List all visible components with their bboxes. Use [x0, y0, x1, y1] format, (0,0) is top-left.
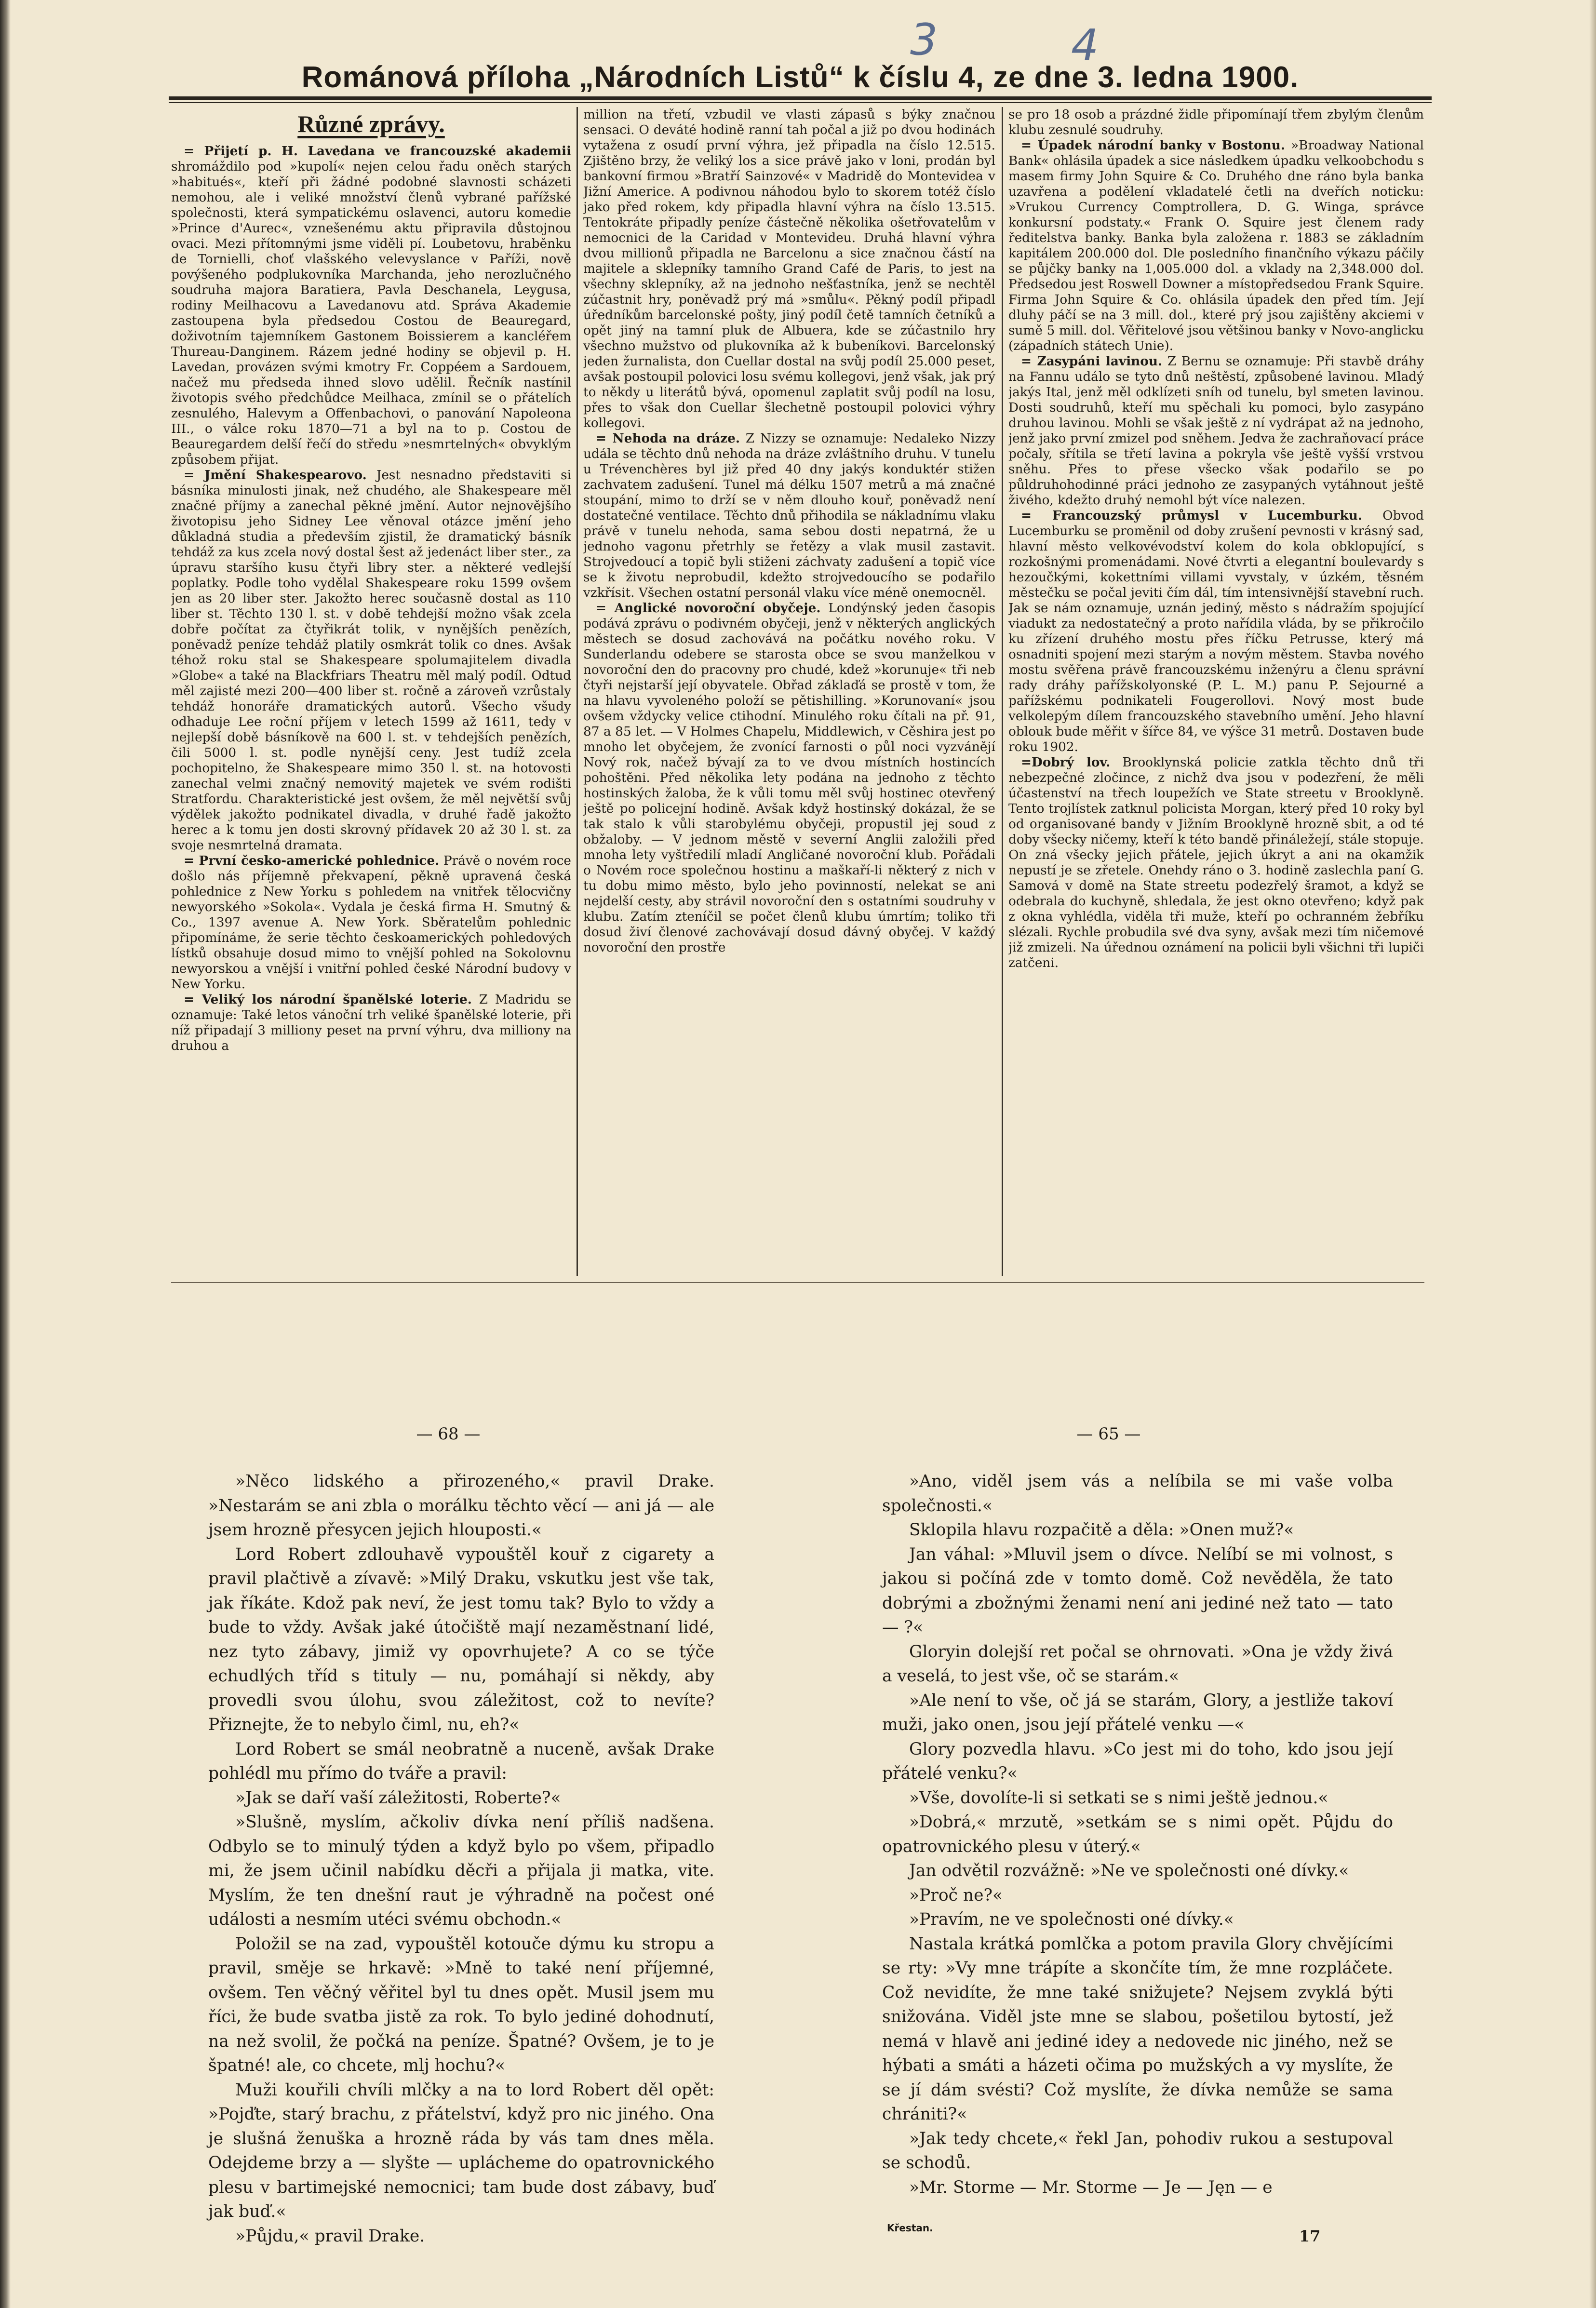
- news-item: [171, 468, 571, 853]
- news-item: [171, 853, 571, 992]
- news-item-body: Brooklynská policie zatkla těchto dnů tři nebezpečné zločince, z nichž dva jsou v podezření, že měli účastenství na třech loupežích ve State streetu v Brooklyně. Tento trojlístek zatknul policista Morgan, který před 10 roky byl od organisované bandy v Jižním Brooklyně hrozně sbit, a od té doby všecky ničemy, kteří k této bandě přináležejí, stále stopuje. On zná všecky jejich přátele, jejich úkryt a ani na okamžik nepustí je se zřetele. Onehdy ráno o 3. hodině zaslechla paní G. Samová v domě na State streetu podezřelý šramot, a když se odebrala do kuchyně, shledala, že jest okno otevřeno; když pak z okna vyhlédla, viděla tři muže, kteří po ochranném žebříku slézali. Rychle probudila své dva syny, avšak mezi tím ničemové již zmizeli. Na úřednou oznámení na policii byli všichni tři lupiči zatčeni.: [1008, 755, 1424, 970]
- news-item: [1008, 508, 1424, 755]
- news-item-headline: = Francouzský průmysl v Lucemburku.: [1021, 508, 1363, 523]
- column-items: [171, 144, 571, 1054]
- story-paragraph: »Vše, dovolíte-li si setkati se s nimi ještě jednou.«: [909, 1788, 1328, 1808]
- news-item-body: shromáždilo pod »kupolí« nejen celou řadu oněch starých »habitués«, kteří při žádné podobné slavnosti scházeti nemohou, ale i veliké množství členů vybrané pařížské společnosti, která sympatickému oslavenci, autoru komedie »Prince d'Aurec«, vznešenému aktu připravila důstojnou ovaci. Mezi přítomnými jsme viděli pí. Loubetovu, hraběnku de Tornielli, choť vlašského velevyslance v Paříži, nově povýšeného podplukovníka Marchanda, jeho nerozlučného soudruha majora Baratiera, Pavla Deschanela, Leygusa, rodiny Meilhacovu a Lavedanovu atd. Správa Akademie zastoupena byla předsedou Costou de Beauregard, doživotním tajemníkem Gastonem Boissierem a kancléřem Thureau-Danginem. Rázem jedné hodiny se objevil p. H. Lavedan, provázen svými kmotry Fr. Coppéem a Sardouem, načež mu předseda ihned slovo udělil. Řečník nastínil životopis svého předchůdce Meilhaca, zmínil se o přátelích zesnulého, Halevym a Offenbachovi, o panování Napoleona III., o válce roku 1870—71 a byl na to p. Costou de Beauregardem delší řečí do středu »nesmrtelných« obvyklým způsobem přijat.: [171, 160, 571, 467]
- page-binding-edge: [0, 0, 11, 2308]
- news-item: [171, 144, 571, 468]
- supplement-header: Románová příloha „Národních Listů“ k číslu 4, ze dne 3. ledna 1900.: [301, 61, 1299, 94]
- story-paragraph: Lord Robert zdlouhavě vypouštěl kouř z cigarety a pravil plačtivě a zívavě: »Milý Draku, vskutku jest vše tak, jak říkáte. Kdož pak neví, že jest tomu tak? Bylo to vždy a bude to vždy. Avšak jaké útočiště mají nezaměstnaní lidé, nez tyto zábavy, jimiž vy opovrhujete? A co se týče echudlých tříd s tituly — nu, pomáhají si někdy, aby provedli svou úlohu, svou záležitost, což to nevíte? Přiznejte, že to nebylo čiml, nu, eh?«: [208, 1544, 714, 1734]
- news-item-headline: = Jmění Shakespearovo.: [184, 468, 367, 483]
- news-item: [583, 431, 995, 601]
- story-paragraph: Muži kouřili chvíli mlčky a na to lord Robert děl opět: »Pojďte, starý brachu, z přátelství, když pro nic jiného. Ona je slušná ženuška a hrozně ráda by vás tam dnes měla. Odejdeme brzy a — slyšte — uplácheme do opatrovnického plesu v bartimejské nemocnici; tam bude dost zábavy, buď jak buď.«: [208, 2080, 714, 2221]
- page-number-left: — 68 —: [416, 1424, 481, 1444]
- news-item-body: million na třetí, vzbudil ve vlasti zápasů s býky značnou sensaci. O deváté hodině ranní tah počal a již po dvou hodinách vytažena z osudí první výhra, jež připadla na číslo 12.515. Zjištěno brzy, že veliký los a sice právě jako v loni, prodán byl bankovní firmou »Bratří Sainzové« v Madridě do Montevidea v Jižní Americe. A podivnou náhodou bylo to skorem totéž číslo jako před rokem, kdy připadla hlavní výhra na číslo 13.515. Tentokráte připadly peníze částečně několika ošetřovatelům v nemocnici de la Caridad v Montevideu. Druhá hlavní výhra dvou millionů připadla ne Barcelonu a sice značnou částí na majitele a sklepníky tamního Grand Café de Paris, to jest na všechny sklepníky, až na jednoho nešťastníka, jenž se nechtěl zúčastnit hry, poněvadž prý má »smůlu«. Pěkný podíl připadl úředníkům barcelonské pošty, jiný podíl četě tamních četníků a opět jiný na tamní pluk de Albuera, kde se zúčastnilo hry všechno mužstvo od plukovníka až k bubeníkovi. Barcelonský jeden žurnalista, don Cuellar dostal na svůj podíl 25.000 peset, avšak postoupil polovici losu svému kollegovi, jenž však, jak prý to někdy u literátů bývá, opomenul zaplatit svůj podíl na losu, přes to však don Cuellar šlechetně postoupil polovici výhry kollegovi.: [583, 107, 995, 430]
- news-item-headline: = Anglické novoroční obyčeje.: [596, 601, 821, 616]
- story-paragraph: Položil se na zad, vypouštěl kotouče dýmu ku stropu a pravil, směje se hrkavě: »Mně to také není příjemné, ovšem. Ten věčný věřitel byl tu dnes opět. Musil jsem mu říci, že bude svatba jistě za rok. To bylo jediné dohodnutí, na než svolil, že počká na peníze. Špatné? Ovšem, je to je špatné! ale, co chcete, mlj hochu?«: [208, 1934, 714, 2075]
- header-rule-thin: [169, 102, 1432, 103]
- news-item: [583, 601, 995, 955]
- news-column-2: [583, 107, 995, 1276]
- news-item-body: Z Bernu se oznamuje: Při stavbě dráhy na Fannu událo se tyto dnů neštěstí, způsobené lavinou. Mladý jakýs Ital, jenž měl odklízeti sníh od tunelu, byl smeten lavinou. Dosti soudruhů, kteří mu spěchali ku pomoci, bylo zasypáno druhou lavinou. Mohli se však ještě z ní vydrápat až na jednoho, jenž jako první zmizel pod sněhem. Jedva že zachraňovací práce počaly, sřítila se třetí lavina a pokryla vše ještě vyšší vrstvou sněhu. Přes to přese všecko však podařilo se po půldruhohodinné práci jednoho ze zasypaných vytáhnout ještě živého, kdežto druhý nemohl být více nalezen.: [1008, 354, 1424, 508]
- story-paragraph: »Proč ne?«: [909, 1885, 1003, 1905]
- sheet-signature: 17: [1299, 2227, 1321, 2245]
- story-paragraph: »Jak tedy chcete,« řekl Jan, pohodiv rukou a sestupoval se schodů.: [882, 2129, 1393, 2173]
- story-paragraph: »Něco lidského a přirozeného,« pravil Drake. »Nestarám se ani zbla o morálku těchto věcí — ani já — ale jsem hrozně přesycen jejich hlouposti.«: [208, 1472, 714, 1540]
- news-column-3: [1008, 107, 1424, 1276]
- printer-mark: Křestan.: [887, 2222, 933, 2234]
- news-item-headline: =Dobrý lov.: [1021, 755, 1111, 770]
- column-items: [583, 107, 995, 955]
- story-page-right: [882, 1469, 1393, 2200]
- news-item-headline: = Nehoda na dráze.: [596, 431, 740, 446]
- header-rule-thick: [169, 96, 1432, 100]
- news-item-body: Právě o novém roce došlo nás příjemně překvapení, pěkně upravená česká pohlednice z New Yorku s pohledem na vnitřek tělocvičny newyorského »Sokola«. Vydala je česká firma H. Smutný & Co., 1397 avenue A. New York. Sběratelům pohlednic připomínáme, že serie těchto českoamerických pohledových lístků obsahuje dosud mimo to vnější pohled na Sokolovnu newyorskou a vnější i vnitřní pohled české Národní budovy v New Yorku.: [171, 854, 571, 992]
- news-item: [1008, 107, 1424, 138]
- news-item-headline: = První česko-americké pohlednice.: [184, 853, 440, 868]
- story-paragraph: Gloryin dolejší ret počal se ohrnovati. »Ona je vždy živá a veselá, to jest vše, oč se starám.«: [882, 1642, 1393, 1686]
- column-rule: [577, 107, 578, 1276]
- news-item-body: Londýnský jeden časopis podává zprávu o podivném obyčeji, jenž v některých anglických městech se dosud zachovává na počátku nového roku. V Sunderlandu odebere se starosta obce se svou manželkou v novoroční den do pracovny pro chudé, kdež »korunuje« tři neb čtyři nejstarší její obyvatele. Obřad záklaďá se prostě v tom, že na hlavu vyvoleného položí se pětishilling. »Korunovaní« jsou ovšem vždycky velice ctihodní. Minulého roku čítali na př. 91, 87 a 85 let. — V Holmes Chapelu, Middlewich, v Cěshira jest po mnoho let obyčejem, že zvonící farnosti o půl noci vyzvánějí Nový rok, načež bývají za to ve dvou místních hostincích pohoštěni. Před několika lety podána na jednoho z těchto hostinských žaloba, že k vůli tomu měl svůj hostinec otevřený ještě po policejní hodině. Avšak když hostinský dokázal, že se tak stalo k vůli starobylému obyčeji, propustil jej soud z obžaloby. — V jednom městě v severní Anglii založili před mnoha lety vyštředilí mladí Angličané novoroční klub. Pořádali o Novém roce společnou hostinu a maškaří-li některý z nich v tu dobu mimo město, bylo jeho povinností, nelekat se ani nejdelší cesty, aby strávil novoroční den s ostatními soudruhy v klubu. Zatím zteníčil se počet členů klubu úmrtím; toliko tři dosud živí členové zachovávají dosud dávný obyčej. V každý novoroční den prostře: [583, 601, 995, 955]
- story-page-left: [208, 1469, 714, 2248]
- news-item-body: Jest nesnadno představiti si básníka minulosti jinak, než chudého, ale Shakespeare měl značné příjmy a zanechal pěkné jmění. Autor nejnovějšího životopisu jeho Sidney Lee věnoval otázce jmění jeho důkladná studia a především zjistil, že dramatický básník tehdáž za kus zcela nový dostal šest až jedenáct liber ster., za úpravu staršího kusu čtyři libry ster. a některé vedlejší poplatky. Podle toho vydělal Shakespeare roku 1599 ovšem jen as 20 liber ster. Jakožto herec současně dostal as 110 liber st. Těchto 130 l. st. v době tehdejší možno však zcela dobře počítat za čtyřikrát tolik, v nynějších penězích, poněvadž peníze tehdáž platily osmkrát tolik co dnes. Avšak téhož roku stal se Shakespeare spolumajitelem divadla »Globe« a také na Blackfriars Theatru měl malý podíl. Odtud měl zajisté mezi 200—400 liber st. ročně a zároveň vzrůstaly tehdáž honoráře dramatických autorů. Všecho všudy odhaduje Lee roční příjem v letech 1599 až 1611, tedy v nejlepší době básníkově na 600 l. st. v tehdejších penězích, čili 5000 l. st. podle nynější ceny. Jest tudíž zcela pochopitelno, že Shakespeare mimo 350 l. st. na hotovosti zanechal velmi značný nemovitý majetek ve svém rodišti Stratfordu. Charakteristické jest ovšem, že měl největší svůj výdělek jakožto podnikatel divadla, v druhé řadě jakožto herec a k tomu jen dosti skrovný přídavek 20 až 30 l. st. za svoje nesmrtelná dramata.: [171, 468, 571, 853]
- news-item: [171, 992, 571, 1054]
- story-paragraph: »Pravím, ne ve společnosti oné dívky.«: [909, 1910, 1234, 1929]
- news-item: [583, 107, 995, 431]
- story-paragraph: »Slušně, myslím, ačkoliv dívka není příliš nadšena. Odbylo se to minulý týden a když bylo po všem, připadlo mi, že jsem učinil nabídku děcři a přijala ji matka, vite. Myslím, že ten dnešní raut je výhradně na počest oné události a nesmím utéci svému obchodn.«: [208, 1812, 714, 1929]
- story-paragraph: »Mr. Storme — Mr. Storme — Je — Jęn — e: [909, 2177, 1273, 2197]
- news-item-body: Z Madridu se oznamuje: Také letos vánoční trh veliké španělské loterie, při níž připadají 3 milliony peset na první výhru, dva milliony na druhou a: [171, 993, 571, 1053]
- story-paragraph: Jan odvětil rozvážně: »Ne ve společnosti oné dívky.«: [909, 1861, 1349, 1880]
- news-item-headline: = Veliký los národní španělské loterie.: [184, 992, 472, 1007]
- news-column-1: [171, 107, 571, 1276]
- fold-rule: [171, 1282, 1424, 1283]
- news-item: [1008, 354, 1424, 508]
- page-number-right: — 65 —: [1076, 1424, 1141, 1444]
- story-paragraph: »Ano, viděl jsem vás a nelíbila se mi vaše volba společnosti.«: [882, 1472, 1393, 1516]
- column-rule: [1002, 107, 1003, 1276]
- story-paragraph: Sklopila hlavu rozpačitě a děla: »Onen muž?«: [909, 1520, 1294, 1540]
- handwritten-note-right: 4: [1071, 20, 1099, 71]
- page-right-edge: [1589, 0, 1596, 2308]
- news-item-body: se pro 18 osob a prázdné židle připomínají třem zbylým členům klubu zesnulé soudruhy.: [1008, 107, 1424, 137]
- story-paragraph: »Půjdu,« pravil Drake.: [235, 2226, 425, 2246]
- news-item-headline: = Úpadek národní banky v Bostonu.: [1021, 138, 1285, 153]
- story-paragraph: Jan váhal: »Mluvil jsem o dívce. Nelíbí se mi volnost, s jakou si počíná zde v tomto domě. Což nevěděla, že tato dobrými a zbožnými ženami není ani jediné než tato — tato — ?«: [882, 1544, 1393, 1637]
- handwritten-note-left: 3: [910, 14, 938, 65]
- news-item-body: Obvod Lucemburku se proměnil od doby zrušení pevnosti v krásný sad, hlavní město velkovévodství kolem do kola obklopující, s rozkošnými promenádami. Nové čtvrti a elegantní boulevardy s hezoučkými, kokettními villami vyvstaly, v úzkém, těsném městečku se počal jeviti čím dál, tím intensivnější stavební ruch. Jak se nám oznamuje, uznán jediný, město s nádražím spojující viadukt za nedostatečný a proto nařídila vláda, by se přikročilo ku zřízení druhého mostu přes říčku Petrusse, který má osnadniti spojení mezi starým a novým městem. Stavba nového mostu svěřena právě francouzskému inženýru a členu správní rady dráhy pařížskolyonské (P. L. M.) panu P. Sejourné a pařížskému podnikateli Fougerollovi. Nový most bude velkolepým dílem francouzského stavebního umění. Jeho hlavní oblouk bude měřit v šířce 84, ve výšce 31 metrů. Dostaven bude roku 1902.: [1008, 509, 1424, 754]
- story-paragraph: »Jak se daří vaší záležitosti, Roberte?«: [235, 1788, 561, 1808]
- column-items: [1008, 107, 1424, 971]
- news-item-body: »Broadway National Bank« ohlásila úpadek a sice následkem úpadku velkoobchodu s masem firmy John Squire & Co. Druhého dne ráno byla banka uzavřena a podělení vkladatelé četli na dveřích noticku: »Vrukou Currency Comptrollera, D. G. Winga, správce konkursní podstaty.« Frank O. Squire jest členem rady ředitelstva banky. Banka byla založena r. 1883 se základním kapitálem 200.000 dol. Dle posledního finančního výkazu páčily se půjčky banky na 1,005.000 dol. a vklady na 2,348.000 dol. Předsedou jest Roswell Downer a místopředsedou Frank Squire. Firma John Squire & Co. ohlásila úpadek den před tím. Její dluhy páčí se na 3 mill. dol., které prý jsou zajištěny akciemi v sumě 5 mill. dol. Věřitelové jsou většinou banky v Novo-anglicku (západních státech Unie).: [1008, 138, 1424, 353]
- section-title: Různé zprávy.: [297, 110, 445, 137]
- story-paragraph: Lord Robert se smál neobratně a nuceně, avšak Drake pohlédl mu přímo do tváře a pravil:: [208, 1739, 714, 1783]
- news-item: [1008, 138, 1424, 354]
- story-paragraph: »Ale není to vše, oč já se starám, Glory, a jestliže takoví muži, jako onen, jsou její přátelé venku —«: [882, 1691, 1393, 1734]
- news-item: [1008, 755, 1424, 971]
- story-paragraph: »Dobrá,« mrzutě, »setkám se s nimi opět. Půjdu do opatrovnického plesu v úterý.«: [882, 1812, 1393, 1856]
- story-paragraph: Glory pozvedla hlavu. »Co jest mi do toho, kdo jsou její přátelé venku?«: [882, 1739, 1393, 1783]
- news-item-headline: = Zasypáni lavinou.: [1021, 354, 1163, 369]
- news-item-headline: = Přijetí p. H. Lavedana ve francouzské akademii: [184, 144, 571, 159]
- news-item-body: Z Nizzy se oznamuje: Nedaleko Nizzy udála se těchto dnů nehoda na dráze zvláštního druhu. V tunelu u Trévenchères byl již před 40 dny jakýs konduktér stižen zachvatem zadušení. Tunel má délku 1507 metrů a má značné stoupání, mimo to drží se v něm dlouho kouř, poněvadž není dostatečné ventilace. Těchto dnů přihodila se nákladnímu vlaku právě v tunelu nehoda, sama sebou dosti nepatrná, že u jednoho vagonu přetrhly se řetězy a vlak musil zastavit. Strojvedoucí a topič byli stiženi záchvaty zadušení a topič více se k životu neprobudil, kdežto strojvedoucího se podařilo vzkřísit. Všechen ostatní personál vlaku více méně onemocněl.: [583, 431, 995, 600]
- story-paragraph: Nastala krátká pomlčka a potom pravila Glory chvějícími se rty: »Vy mne trápíte a skončíte tím, že mne rozpláčete. Což nevidíte, že mne také snižujete? Nejsem zvyklá býti snižována. Viděl jste mne se slabou, pošetilou bytostí, jež nemá v hlavě ani jediné idey a nedovede nic jiného, než se hýbati a smáti a házeti očima po mužských a vy myslíte, že se jí dám svésti? Což myslíte, že dívka nemůže se sama chrániti?«: [882, 1934, 1393, 2124]
